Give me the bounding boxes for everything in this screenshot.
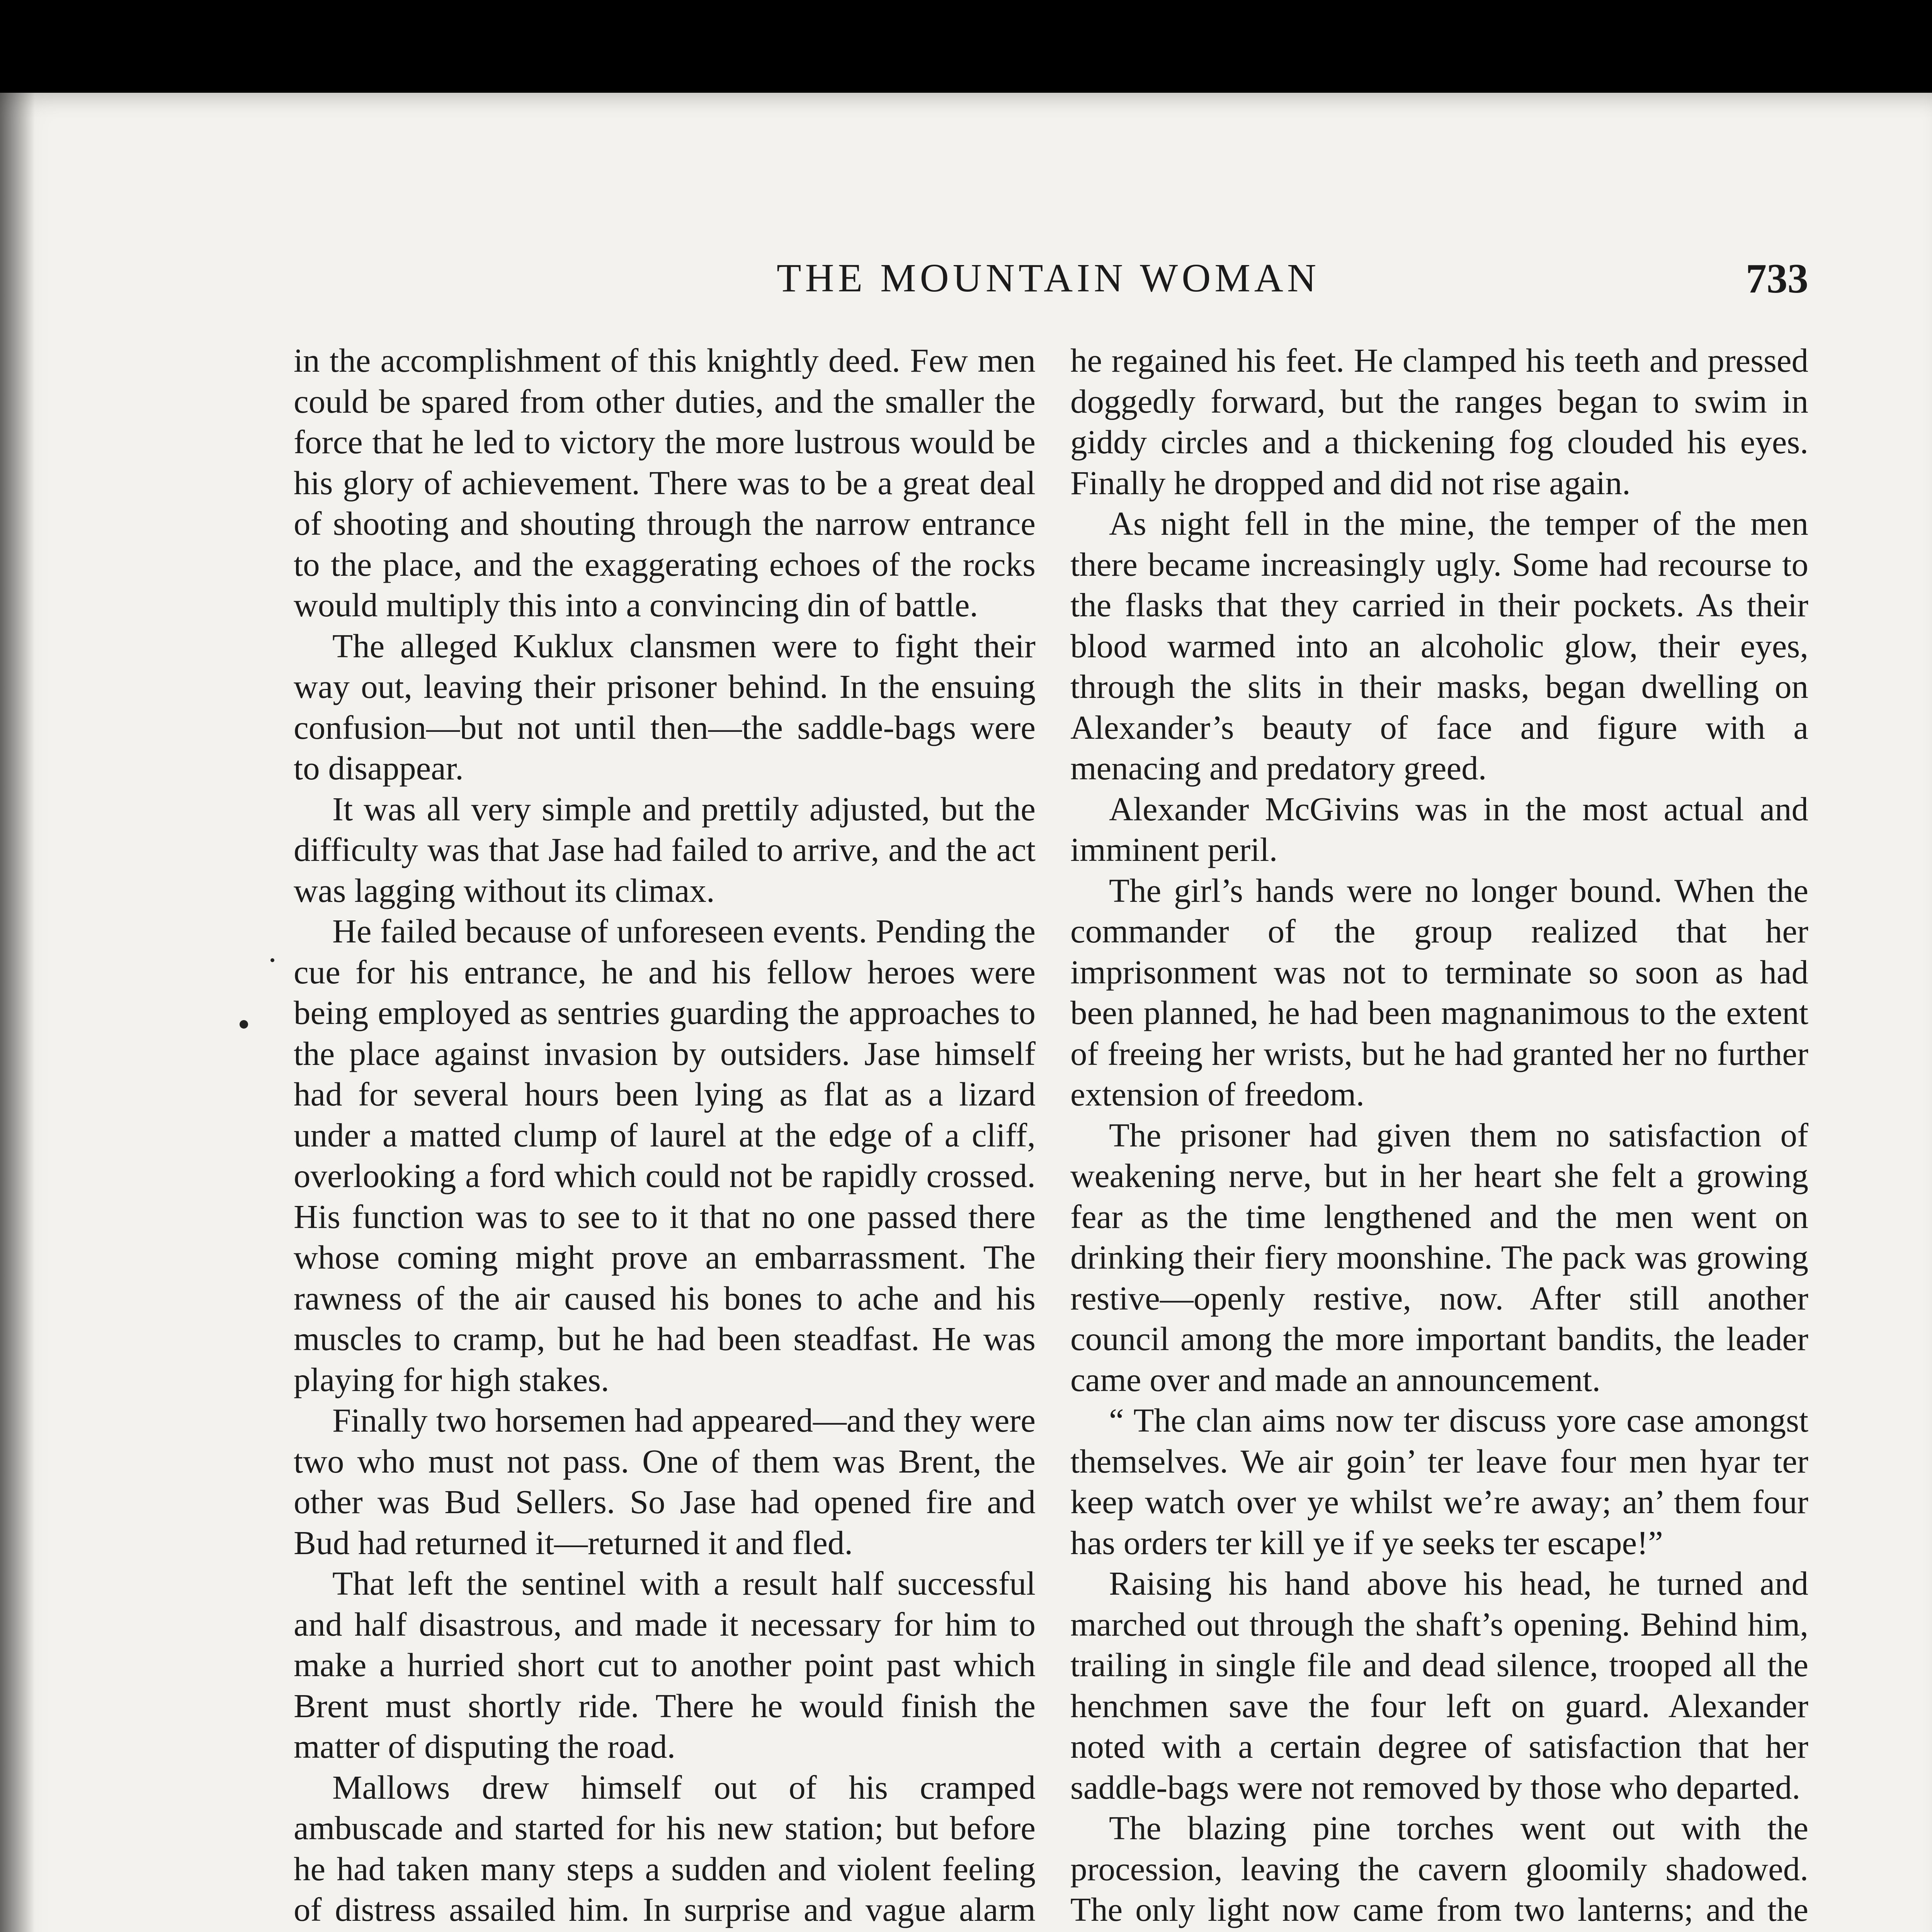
paragraph: in the accomplishment of this knightly deed. Few men could be spared from other duties, and the smaller the force that he led to victory the more lustrous would be his glory of achievement. There was to be a great deal of shooting and shouting through the narrow entrance to the place, and the exaggerating echoes of the rocks would multiply this into a convincing din of battle.: [294, 342, 1036, 624]
margin-speck: [270, 958, 274, 962]
paragraph: The alleged Kuklux clansmen were to fight their way out, leaving their prisoner behind. In the ensuing confusion—but not until then—the saddle-bags were to disappear.: [294, 627, 1036, 787]
paragraph: he regained his feet. He clamped his teeth and pressed doggedly forward, but the ranges began to swim in giddy circles and a thickening fog clouded his eyes. Finally he dropped and did not rise again.: [1070, 342, 1808, 502]
paragraph: The blazing pine torches went out with the procession, leaving the cavern gloomily shadowed. The only light now came from two lanterns; and the: [1070, 1809, 1808, 1928]
paragraph: The prisoner had given them no satisfaction of weakening nerve, but in her heart she felt a growing fear as the time lengthened and the men went on drinking their fiery moonshine. The pack was growing restive—openly restive, now. After still another council among the more important bandits, the leader came over and made an announcement.: [1070, 1116, 1808, 1398]
margin-speck: [240, 1020, 248, 1029]
running-title: THE MOUNTAIN WOMAN: [777, 256, 1320, 300]
spine-shadow: [0, 93, 35, 1932]
paragraph: That left the sentinel with a result half successful and half disastrous, and made it necessary for him to make a hurried short cut to another point past which Brent must shortly ride. There he would finish the matter of disputing the road.: [294, 1565, 1036, 1765]
paragraph: Mallows drew himself out of his cramped ambuscade and started for his new station; but before he had taken many steps a sudden and violent feeling of distress assailed him. In surprise and vague alarm: [294, 1768, 1036, 1928]
paragraph: It was all very simple and prettily adjusted, but the difficulty was that Jase had failed to arrive, and the act was lagging without its climax.: [294, 790, 1036, 909]
page-header: [294, 255, 1808, 309]
paragraph: The girl’s hands were no longer bound. When the commander of the group realized that her imprisonment was not to terminate so soon as had been planned, he had been magnanimous to the extent of freeing her wrists, but he had granted her no further extension of freedom.: [1070, 871, 1808, 1113]
page-number: 733: [1746, 256, 1808, 302]
paragraph: He failed because of unforeseen events. Pending the cue for his entrance, he and his fellow heroes were being employed as sentries guarding the approaches to the place against invasion by outsiders. Jase himself had for several hours been lying as flat as a lizard under a matted clump of laurel at the edge of a cliff, overlooking a ford which could not be rapidly crossed. His function was to see to it that no one passed there whose coming might prove an embarrassment. The rawness of the air caused his bones to ache and his muscles to cramp, but he had been steadfast. He was playing for high stakes.: [294, 912, 1036, 1398]
paragraph: “ The clan aims now ter discuss yore case amongst themselves. We air goin’ ter leave four men hyar ter keep watch over ye whilst we’re away; an’ them four has orders ter kill ye if ye seeks ter escape!”: [1070, 1401, 1808, 1561]
paragraph: Raising his hand above his head, he turned and marched out through the shaft’s opening. Behind him, trailing in single file and dead silence, trooped all the henchmen save the four left on guard. Alexander noted with a certain degree of satisfaction that her saddle-bags were not removed by those who departed.: [1070, 1565, 1808, 1806]
paragraph: Alexander McGivins was in the most actual and imminent peril.: [1070, 790, 1808, 868]
paragraph: Finally two horsemen had appeared—and they were two who must not pass. One of them was Brent, the other was Bud Sellers. So Jase had opened fire and Bud had returned it—returned it and fled.: [294, 1401, 1036, 1561]
left-column: [294, 340, 1036, 1932]
paragraph: As night fell in the mine, the temper of the men there became increasingly ugly. Some had recourse to the flasks that they carried in their pockets. As their blood warmed into an alcoholic glow, their eyes, through the slits in their masks, began dwelling on Alexander’s beauty of face and figure with a menacing and predatory greed.: [1070, 505, 1808, 787]
right-column: [1070, 340, 1808, 1932]
